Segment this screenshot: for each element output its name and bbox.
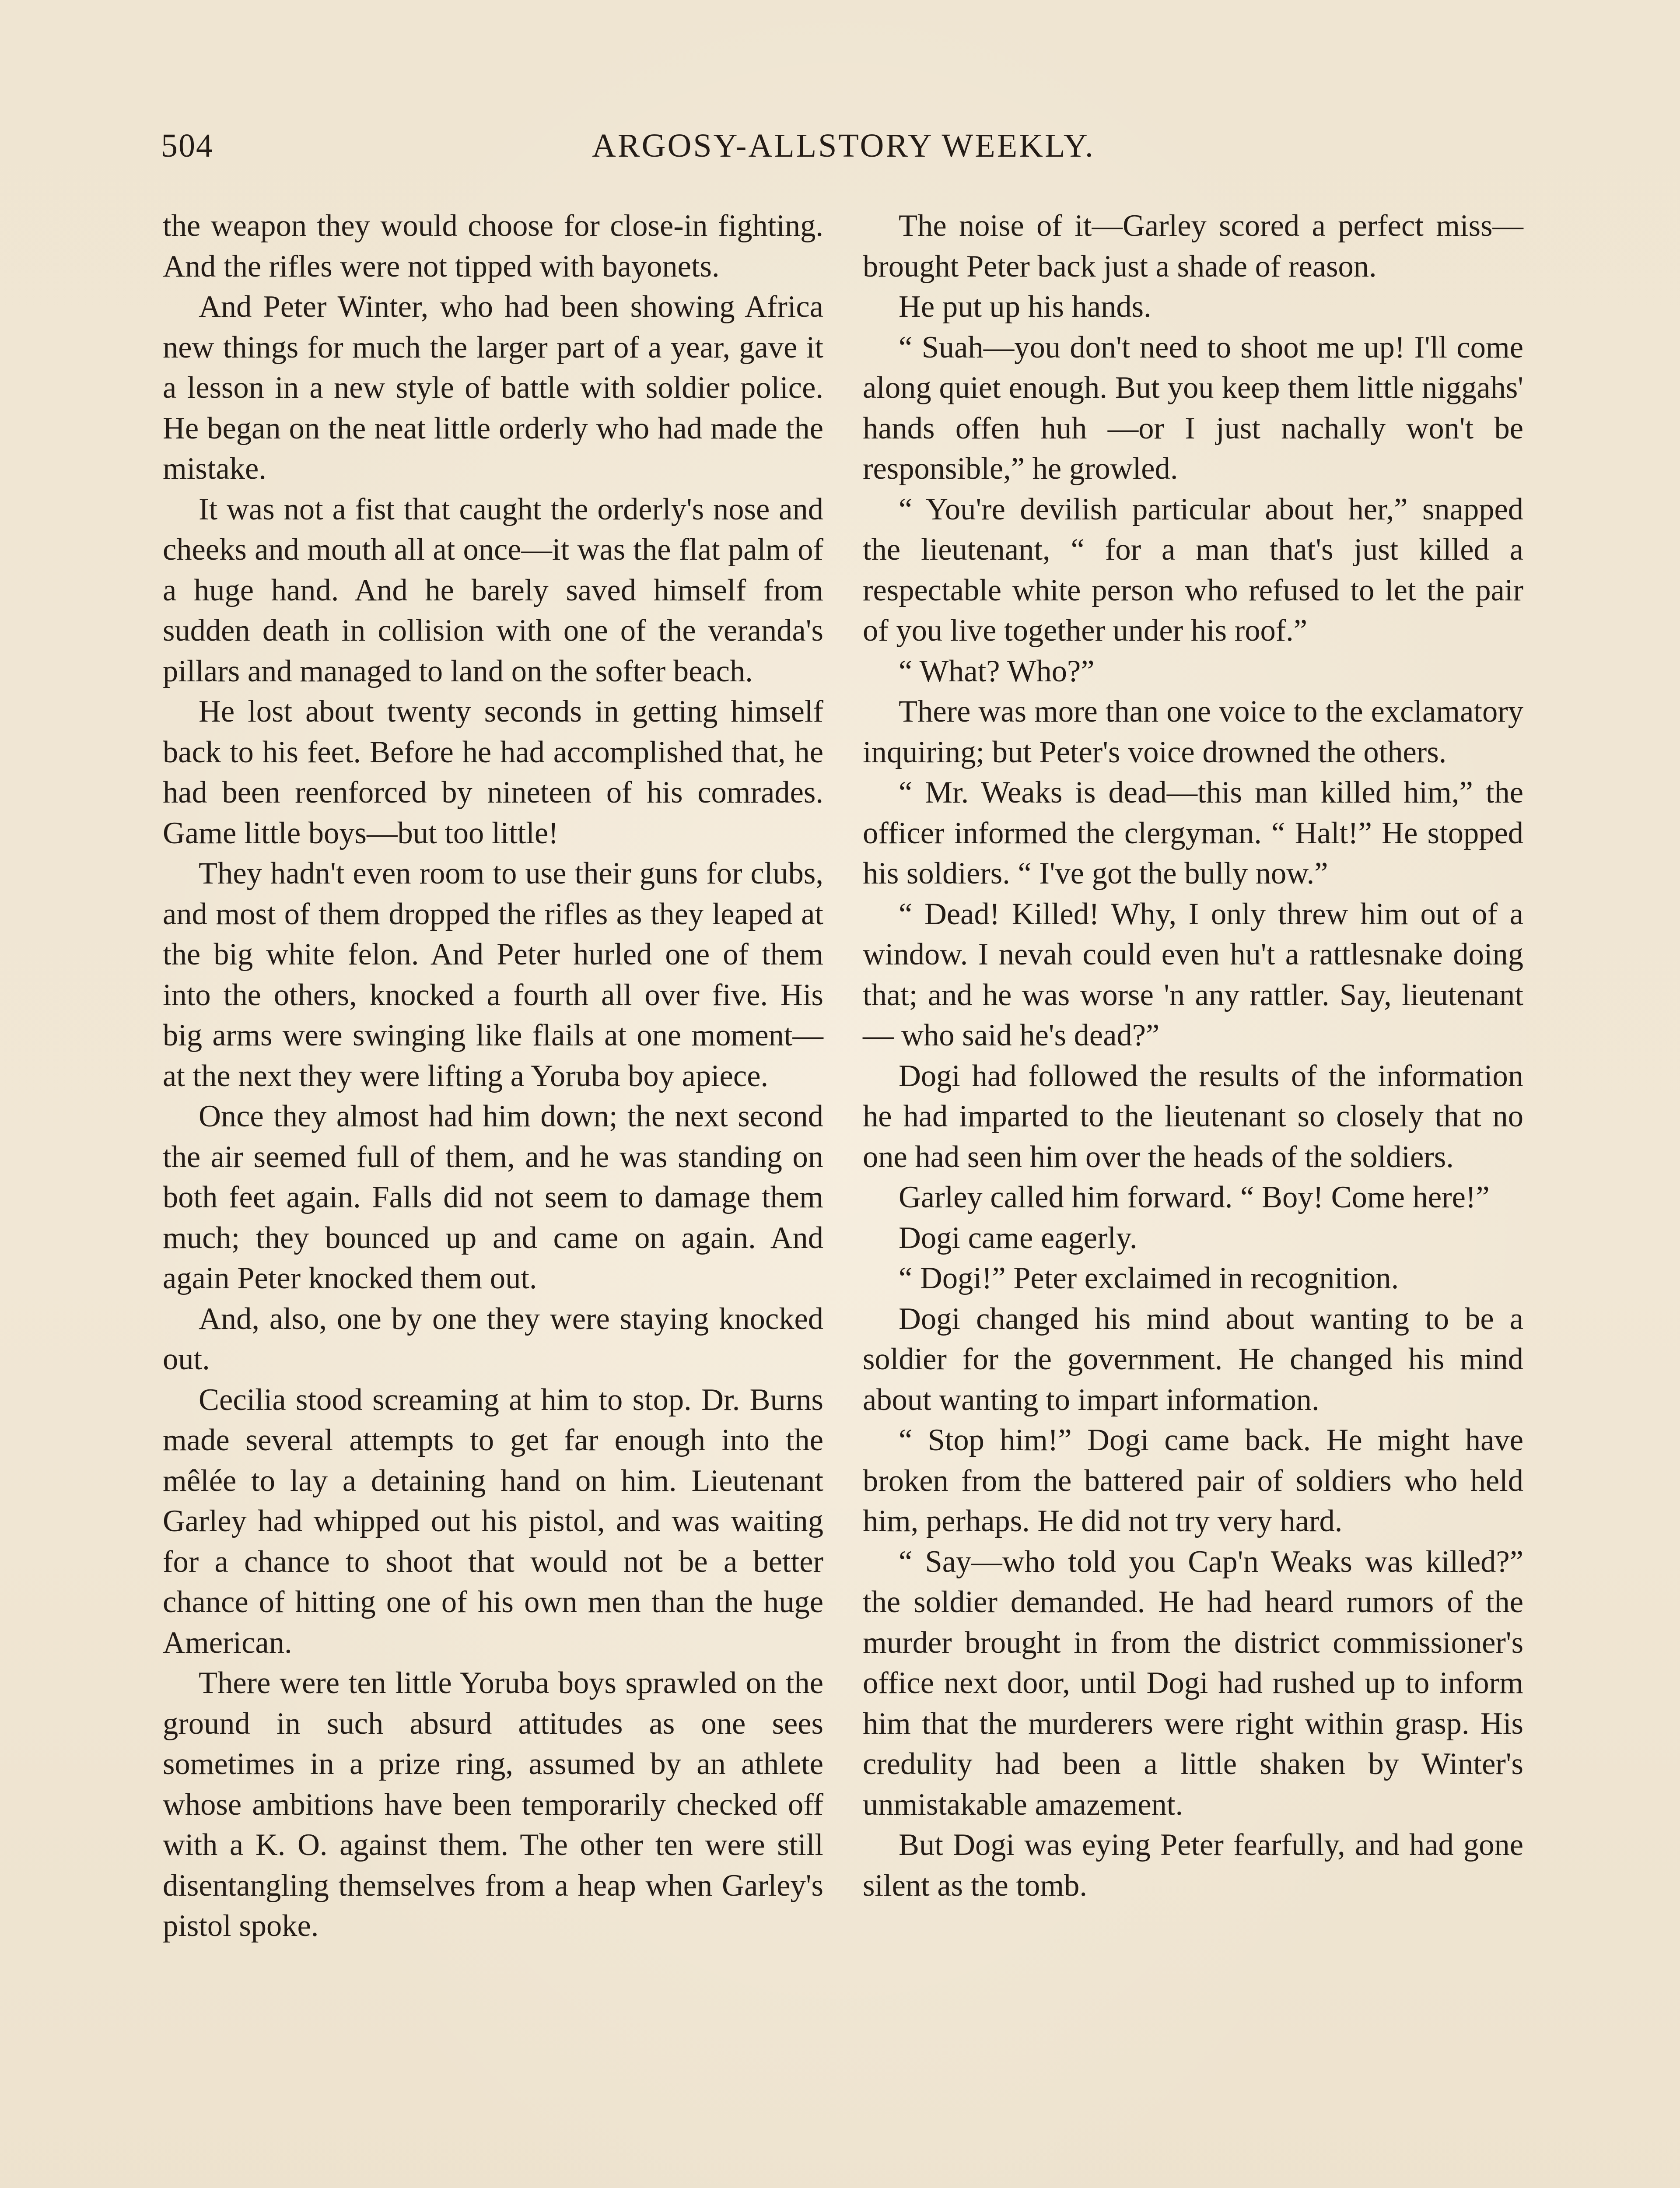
- page-header: [161, 127, 1526, 175]
- paragraph: And, also, one by one they were staying knocked out.: [163, 1301, 823, 1376]
- paragraph: Garley called him forward. “ Boy! Come here!”: [899, 1180, 1490, 1214]
- paragraph: “ What? Who?”: [899, 654, 1095, 688]
- paragraph: But Dogi was eying Peter fearfully, and had gone silent as the tomb.: [863, 1828, 1523, 1903]
- paragraph: And Peter Winter, who had been showing Africa new things for much the larger part of a year, gave it a lesson in a new style of battle with soldier police. He began on the neat little orderly who had made the mistake.: [163, 290, 823, 486]
- paragraph: the weapon they would choose for close-in fighting. And the rifles were not tipped with bayonets.: [163, 209, 823, 284]
- paragraph: The noise of it—Garley scored a perfect miss—brought Peter back just a shade of reason.: [863, 209, 1523, 284]
- page-number: 504: [161, 127, 214, 164]
- paragraph: He put up his hands.: [899, 290, 1152, 324]
- paragraph: “ Dead! Killed! Why, I only threw him out of a window. I nevah could even hu't a rattlesnake doing that; and he was worse 'n any rattler. Say, lieutenant— who said he's dead?”: [863, 897, 1523, 1052]
- paragraph: “ Mr. Weaks is dead—this man killed him,” the officer informed the clergyman. “ Halt!” He stopped his soldiers. “ I've got the bully now.”: [863, 775, 1523, 891]
- right-text-column: [863, 206, 1523, 1906]
- paragraph: “ Stop him!” Dogi came back. He might have broken from the battered pair of soldiers who held him, perhaps. He did not try very hard.: [863, 1423, 1523, 1538]
- paragraph: “ Suah—you don't need to shoot me up! I'll come along quiet enough. But you keep them little niggahs' hands offen huh —or I just nachally won't be responsible,” he growled.: [863, 330, 1523, 486]
- paragraph: Dogi changed his mind about wanting to be a soldier for the government. He changed his mind about wanting to impart information.: [863, 1301, 1523, 1417]
- paragraph: He lost about twenty seconds in getting himself back to his feet. Before he had accomplished that, he had been reenforced by nineteen of his comrades. Game little boys—but too little!: [163, 694, 823, 850]
- paragraph: Dogi came eagerly.: [899, 1220, 1138, 1255]
- paragraph: There were ten little Yoruba boys sprawled on the ground in such absurd attitudes as one sees sometimes in a prize ring, assumed by an athlete whose ambitions have been temporarily checked off with a K. O. against them. The other ten were still disentangling themselves from a heap when Garley's pistol spoke.: [163, 1666, 823, 1943]
- paragraph: There was more than one voice to the exclamatory inquiring; but Peter's voice drowned the others.: [863, 694, 1523, 769]
- paragraph: “ Say—who told you Cap'n Weaks was killed?” the soldier demanded. He had heard rumors of the murder brought in from the district commissioner's office next door, until Dogi had rushed up to inform him that the murderers were right within grasp. His credulity had been a little shaken by Winter's unmistakable amazement.: [863, 1544, 1523, 1822]
- paragraph: “ You're devilish particular about her,” snapped the lieutenant, “ for a man that's just killed a respectable white person who refused to let the pair of you live together under his roof.”: [863, 492, 1523, 648]
- paragraph: Dogi had followed the results of the information he had imparted to the lieutenant so closely that no one had seen him over the heads of the soldiers.: [863, 1059, 1523, 1174]
- paragraph: “ Dogi!” Peter exclaimed in recognition.: [899, 1261, 1399, 1295]
- running-title: ARGOSY-ALLSTORY WEEKLY.: [592, 127, 1095, 164]
- left-text-column: [163, 206, 823, 1946]
- paragraph: Once they almost had him down; the next second the air seemed full of them, and he was standing on both feet again. Falls did not seem to damage them much; they bounced up and came on again. And again Peter knocked them out.: [163, 1099, 823, 1295]
- paragraph: Cecilia stood screaming at him to stop. Dr. Burns made several attempts to get far enough into the mêlée to lay a detaining hand on him. Lieutenant Garley had whipped out his pistol, and was waiting for a chance to shoot that would not be a better chance of hitting one of his own men than the huge American.: [163, 1382, 823, 1660]
- paragraph: It was not a fist that caught the orderly's nose and cheeks and mouth all at once—it was the flat palm of a huge hand. And he barely saved himself from sudden death in collision with one of the veranda's pillars and managed to land on the softer beach.: [163, 492, 823, 688]
- paragraph: They hadn't even room to use their guns for clubs, and most of them dropped the rifles as they leaped at the big white felon. And Peter hurled one of them into the others, knocked a fourth all over five. His big arms were swinging like flails at one moment—at the next they were lifting a Yoruba boy apiece.: [163, 856, 823, 1093]
